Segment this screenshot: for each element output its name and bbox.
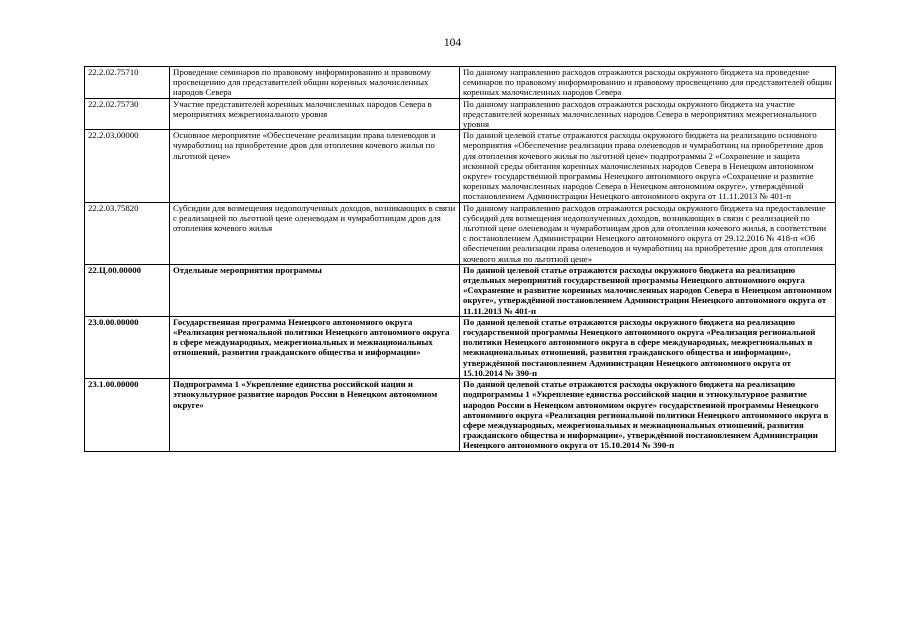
row-name: Проведение семинаров по правовому информированию и правовому просвещению для представителей общин коренных малочисленных народов Севера — [170, 67, 460, 99]
row-description: По данной целевой статье отражаются расходы окружного бюджета на реализацию отдельных мероприятий государственной программы Ненецкого автономного округа «Сохранение и развитие коренных малочисленных народов Севера в Ненецком автономном округе», утверждённой постановлением Администрации Ненецкого автономного округа от 11.11.2013 № 401-п — [460, 264, 836, 316]
row-description: По данной целевой статье отражаются расходы окружного бюджета на реализацию подпрограммы 1 «Укрепление единства российской нации и этнокультурное развитие народов России в Ненецком автономном округе» государственной программы Ненецкого автономного округа «Реализация региональной политики Ненецкого автономного округа в сфере международных, межрегиональных и межнациональных отношений, развития гражданского общества и информации», утверждённой постановлением Администрации Ненецкого автономного округа от 15.10.2014 № 390-п — [460, 379, 836, 451]
row-name: Основное мероприятие «Обеспечение реализации права оленеводов и чумработниц на приобретение дров для отопления кочевого жилья по льготной цене» — [170, 130, 460, 202]
row-code: 22.2.03.75820 — [85, 202, 170, 264]
table-row — [85, 67, 836, 99]
budget-classification-table — [84, 66, 836, 452]
row-description: По данному направлению расходов отражаются расходы окружного бюджета на проведение семинаров по правовому информированию и правовому просвещению для представителей общин коренных малочисленных народов Севера — [460, 67, 836, 99]
table-row — [85, 202, 836, 264]
table-row — [85, 98, 836, 130]
table-row — [85, 379, 836, 451]
row-name: Государственная программа Ненецкого автономного округа «Реализация региональной политики Ненецкого автономного округа в сфере международных, межрегиональных и межнациональных отношений, развития гражданского общества и информации» — [170, 316, 460, 378]
row-name: Участие представителей коренных малочисленных народов Севера в мероприятиях межрегионального уровня — [170, 98, 460, 130]
page-number: 104 — [443, 37, 462, 49]
row-description: По данному направлению расходов отражаются расходы окружного бюджета на участие представителей коренных малочисленных народов Севера в мероприятиях межрегионального уровня — [460, 98, 836, 130]
row-code: 23.0.00.00000 — [85, 316, 170, 378]
row-description: По данной целевой статье отражаются расходы окружного бюджета на реализацию государственной программы Ненецкого автономного округа «Реализация региональной политики Ненецкого автономного округа в сфере международных, межрегиональных и межнациональных отношений, развития гражданского общества и информации», утверждённой постановлением Администрации Ненецкого автономного округа от 15.10.2014 № 390-п — [460, 316, 836, 378]
row-code: 23.1.00.00000 — [85, 379, 170, 451]
table-row — [85, 316, 836, 378]
row-name: Субсидии для возмещения недополученных доходов, возникающих в связи с реализацией по льготной цене оленеводам и чумработницам дров для отопления кочевого жилья — [170, 202, 460, 264]
table-row — [85, 130, 836, 202]
row-code: 22.2.03.00000 — [85, 130, 170, 202]
row-description: По данной целевой статье отражаются расходы окружного бюджета на реализацию основного мероприятия «Обеспечение реализации права оленеводов и чумработниц на приобретение дров для отопления кочевого жилья по льготной цене» подпрограммы 2 «Сохранение и защита исконной среды обитания коренных малочисленных народов Севера в Ненецком автономном округе» государственной программы Ненецкого автономного округа «Сохранение и развитие коренных малочисленных народов Севера в Ненецком автономном округе», утверждённой постановлением Администрации Ненецкого автономного округа от 11.11.2013 № 401-п — [460, 130, 836, 202]
row-name: Подпрограмма 1 «Укрепление единства российской нации и этнокультурное развитие народов России в Ненецком автономном округе» — [170, 379, 460, 451]
table-body — [85, 67, 836, 452]
row-code: 22.2.02.75730 — [85, 98, 170, 130]
row-name: Отдельные мероприятия программы — [170, 264, 460, 316]
row-code: 22.2.02.75710 — [85, 67, 170, 99]
row-description: По данному направлению расходов отражаются расходы окружного бюджета на предоставление субсидий для возмещения недополученных доходов, возникающих в связи с реализацией по льготной цене оленеводам и чумработницам дров для отопления кочевого жилья, в соответствии с постановлением Администрации Ненецкого автономного округа от 29.12.2016 № 418-п «Об обеспечении реализации права оленеводов и чумработниц на приобретение дров для отопления кочевого жилья по льготной цене» — [460, 202, 836, 264]
table-row — [85, 264, 836, 316]
row-code: 22.Ц.00.00000 — [85, 264, 170, 316]
